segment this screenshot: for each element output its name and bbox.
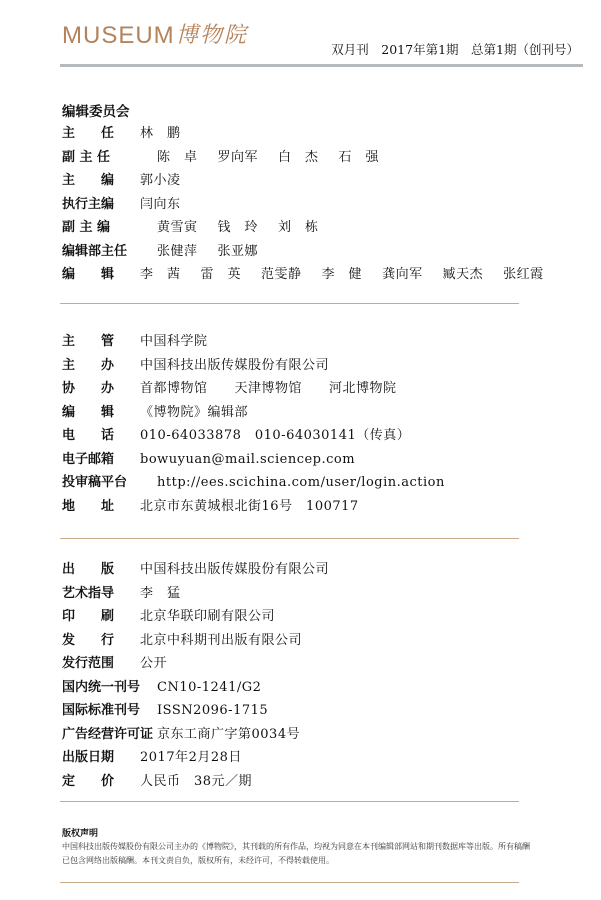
info-row [62,582,532,606]
row-label: 副 主 编 [62,220,111,235]
info-row [62,377,532,401]
row-value: 首都博物馆 天津博物馆 河北博物院 [140,381,397,396]
row-value [140,122,201,146]
info-row [62,746,532,770]
museum-logo-chinese: 博物院 [176,23,249,48]
row-value: CN10-1241/G2 [157,679,262,695]
person-name: 张红霞 [503,267,544,282]
info-row [62,354,532,378]
info-row [62,495,532,519]
issue-info: 双月刊 2017年第1期 总第1期（创刊号） [331,42,579,57]
row-value [140,193,201,217]
row-label: 发行范围 [62,656,115,671]
row-label: 广告经营许可证 [62,726,154,742]
person-name: 黄雪寅 [157,220,198,235]
info-row [62,605,532,629]
info-row [62,424,532,448]
section-divider [60,538,519,539]
section-divider [60,303,519,304]
person-name: 陈 卓 [157,149,198,165]
row-value [157,240,278,264]
copyright-title: 版权声明 [62,829,99,839]
info-row [62,401,532,425]
person-name: 石 强 [338,149,380,165]
row-label: 协 办 [62,381,115,396]
row-value: 公开 [140,656,168,671]
info-row [62,723,532,747]
row-value: ISSN2096-1715 [157,703,269,718]
row-value: 李 猛 [140,585,181,601]
row-value [157,146,399,170]
row-label: 国内统一刊号 [62,679,141,695]
person-name: 郭小凌 [140,173,181,188]
row-value: 北京市东黄城根北街16号 100717 [140,498,359,514]
row-label: 编 辑 [62,404,115,420]
person-name: 刘 栋 [278,220,319,235]
row-label: 电 话 [62,428,115,443]
person-name: 白 杰 [278,149,319,165]
row-value: 中国科技出版传媒股份有限公司 [140,357,330,373]
row-label: 电子邮箱 [62,451,115,467]
row-label: 副 主 任 [62,149,111,165]
info-row [62,629,532,653]
row-label: 出版日期 [62,750,115,765]
info-row [62,448,532,472]
row-value: 人民币 38元／期 [140,773,253,789]
row-value: bowuyuan@mail.sciencep.com [140,451,356,467]
row-label: 主 编 [62,173,115,188]
editorial-heading: 编辑委员会 [62,104,130,120]
info-row [62,146,532,170]
info-row [62,676,532,700]
row-label: 印 刷 [62,609,115,624]
header-divider [60,64,583,67]
row-label: 定 价 [62,773,115,789]
publisher-info [62,330,532,518]
info-row [62,122,532,146]
row-label: 艺术指导 [62,585,115,601]
row-value: 中国科技出版传媒股份有限公司 [140,562,330,577]
page-header [0,0,601,70]
row-label: 编 辑 [62,267,115,282]
info-row [62,652,532,676]
row-value: 京东工商广字第0034号 [157,726,301,742]
row-label: 主 任 [62,126,115,141]
row-label: 投审稿平台 [62,475,128,490]
person-name: 林 鹏 [140,126,181,141]
section-divider [60,882,519,883]
row-value: 010-64033878 010-64030141（传真） [140,428,411,443]
person-name: 张亚娜 [217,243,259,259]
row-value: 北京中科期刊出版有限公司 [140,632,303,648]
info-row [62,770,532,794]
row-label: 主 管 [62,334,115,349]
row-label: 主 办 [62,357,115,373]
row-value: 2017年2月28日 [140,750,242,765]
info-row [62,240,532,264]
row-value: 北京华联印刷有限公司 [140,609,276,624]
info-row [62,216,532,240]
info-row [62,169,532,193]
person-name: 钱 玲 [217,220,259,235]
row-label: 发 行 [62,632,115,648]
museum-logo: MUSEUM [62,22,175,49]
person-name: 臧天杰 [442,267,484,282]
row-value [157,216,339,240]
person-name: 李 茜 [140,267,181,282]
editorial-committee [62,102,544,287]
row-label: 执行主编 [62,196,115,212]
info-row [62,263,544,287]
info-row [62,558,532,582]
person-name: 李 健 [321,267,363,282]
section-divider [60,801,519,802]
row-label: 国际标准刊号 [62,703,141,718]
person-name: 张健萍 [157,243,198,259]
person-name: 雷 英 [200,267,242,282]
row-value [140,263,564,287]
row-value: 中国科学院 [140,334,208,349]
info-row [62,330,532,354]
row-value: 《博物院》编辑部 [140,404,249,420]
row-label: 地 址 [62,498,115,514]
row-label: 出 版 [62,562,115,577]
person-name: 闫向东 [140,196,181,212]
info-row [62,471,532,495]
copyright-text: 中国科技出版传媒股份有限公司主办的《博物院》，其刊载的所有作品，均视为同意在本刊编辑部网站和期刊数据库等出版。所有稿酬已包含网络出版稿酬。本刊文责自负，版权所有，未经许可，不得转载使用。 [62,842,530,865]
row-value: http://ees.scichina.com/user/login.action [157,475,445,490]
person-name: 龚向军 [382,267,423,282]
row-label: 编辑部主任 [62,243,128,259]
person-name: 范雯静 [261,267,302,282]
row-value [140,169,201,193]
publication-info [62,558,532,793]
info-row [62,699,532,723]
info-row [62,193,532,217]
person-name: 罗向军 [217,149,259,165]
